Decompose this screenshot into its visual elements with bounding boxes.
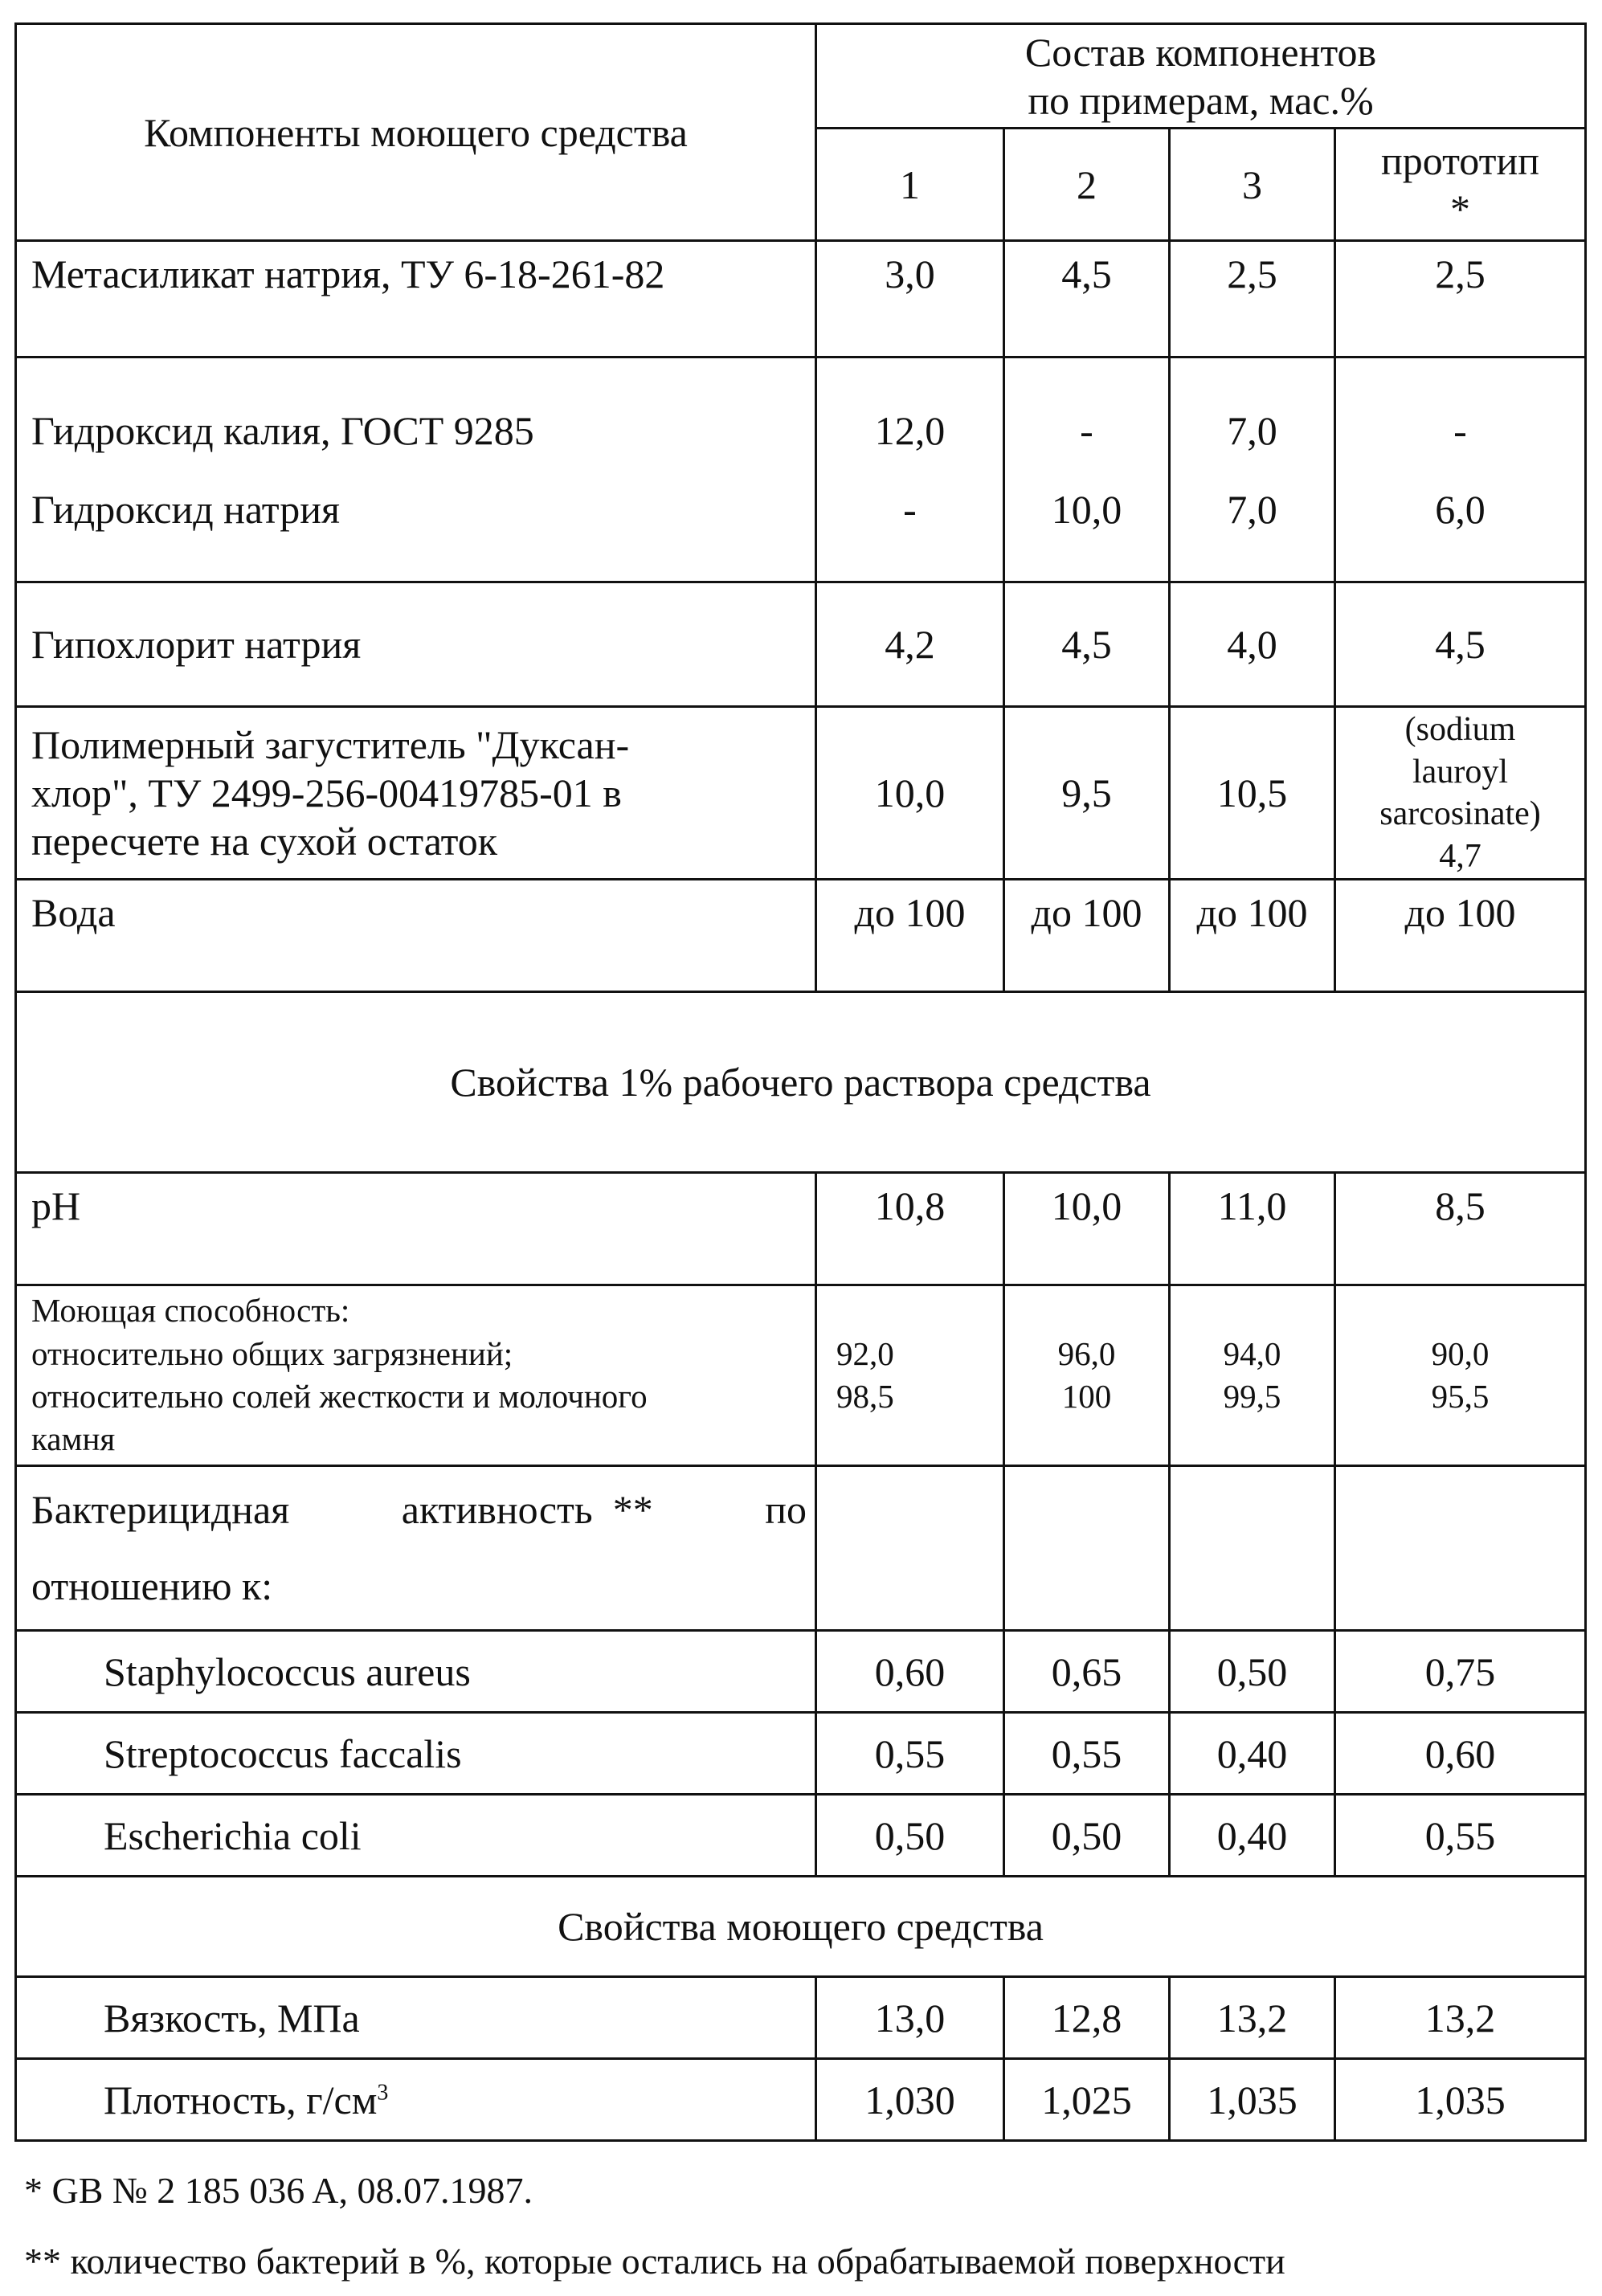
col-header-prototype: [1335, 129, 1586, 241]
footnote-prototype: * GB № 2 185 036 A, 08.07.1987.: [24, 2170, 533, 2211]
cell-value: 0,50: [816, 1795, 1004, 1877]
cell-value: 0,65: [1004, 1631, 1170, 1713]
cell-value: [816, 1285, 1004, 1466]
cell-value: 3,0: [816, 241, 1004, 357]
cell-value: [1335, 1285, 1586, 1466]
value-naoh: 6,0: [1435, 486, 1486, 532]
cell-value: 13,2: [1170, 1977, 1335, 2059]
row-label: Escherichia coli: [16, 1795, 816, 1877]
row-label: Гипохлорит натрия: [16, 582, 816, 707]
value-general: 94,0: [1223, 1334, 1281, 1372]
cell-value: [1170, 1285, 1335, 1466]
detergency-line: камня: [31, 1420, 116, 1458]
table-row: [16, 241, 1586, 357]
composition-table: [14, 22, 1587, 2142]
bactericidal-word: по: [765, 1487, 807, 1532]
section-solution-properties: Свойства 1% рабочего раствора средства: [16, 992, 1586, 1173]
composition-header-line2: по примерам, мас.%: [1028, 77, 1374, 123]
row-label: [16, 707, 816, 880]
row-label: [16, 2059, 816, 2141]
cell-value: 2,5: [1170, 241, 1335, 357]
table-row: [16, 1795, 1586, 1877]
cell-value: 13,2: [1335, 1977, 1586, 2059]
value-koh: 12,0: [874, 407, 946, 453]
cell-value: 13,0: [816, 1977, 1004, 2059]
cell-value: до 100: [1335, 880, 1586, 992]
table-row: [16, 707, 1586, 880]
row-label-line: Полимерный загуститель "Дуксан-: [31, 722, 630, 767]
row-label: Вода: [16, 880, 816, 992]
row-label-line: хлор", ТУ 2499-256-00419785-01 в: [31, 770, 622, 815]
prototype-asterisk: *: [1450, 186, 1470, 231]
row-label-koh: Гидроксид калия, ГОСТ 9285: [31, 407, 534, 453]
row-label-naoh: Гидроксид натрия: [31, 486, 341, 532]
col-header-3: 3: [1170, 129, 1335, 241]
prototype-line: sarcosinate): [1379, 795, 1541, 832]
value-general: 90,0: [1431, 1334, 1490, 1372]
table-row: [16, 2059, 1586, 2141]
cell-value: 4,5: [1335, 582, 1586, 707]
cell-value: [1335, 357, 1586, 582]
cell-value: 1,035: [1335, 2059, 1586, 2141]
cell-value: 2,5: [1335, 241, 1586, 357]
table-row: [16, 880, 1586, 992]
cell-value: 0,50: [1170, 1631, 1335, 1713]
value-hardness: 95,5: [1431, 1378, 1490, 1415]
cell-value: 8,5: [1335, 1173, 1586, 1285]
cell-value: 0,75: [1335, 1631, 1586, 1713]
detergency-line: Моющая способность:: [31, 1292, 350, 1330]
cell-empty: [1004, 1466, 1170, 1631]
components-header: Компоненты моющего средства: [16, 24, 816, 241]
table-row: [16, 1977, 1586, 2059]
cell-value: 1,035: [1170, 2059, 1335, 2141]
footnote-bacteria: ** количество бактерий в %, которые остались на обрабатываемой поверхности: [24, 2241, 1285, 2282]
cell-value: 11,0: [1170, 1173, 1335, 1285]
value-naoh: 10,0: [1051, 486, 1122, 532]
cell-value: 10,5: [1170, 707, 1335, 880]
cell-value: 0,60: [1335, 1713, 1586, 1795]
cell-value: до 100: [1004, 880, 1170, 992]
cell-value: 0,55: [1335, 1795, 1586, 1877]
cell-value-prototype: [1335, 707, 1586, 880]
cell-value: [1170, 357, 1335, 582]
value-general: 96,0: [1057, 1334, 1116, 1372]
cell-value: 0,60: [816, 1631, 1004, 1713]
cell-empty: [816, 1466, 1004, 1631]
cell-value: 10,0: [816, 707, 1004, 880]
table-row: [16, 1631, 1586, 1713]
row-label: pH: [16, 1173, 816, 1285]
bactericidal-line2: отношению к:: [31, 1563, 273, 1608]
cell-value: 0,50: [1004, 1795, 1170, 1877]
cell-value: 10,0: [1004, 1173, 1170, 1285]
value-hardness: 99,5: [1223, 1378, 1281, 1415]
value-koh: -: [1453, 407, 1467, 453]
value-naoh: 7,0: [1227, 486, 1277, 532]
table-row: [16, 582, 1586, 707]
row-label: Вязкость, МПа: [16, 1977, 816, 2059]
bactericidal-word: [402, 1472, 653, 1548]
value-koh: 7,0: [1227, 407, 1277, 453]
row-label: Staphylococcus aureus: [16, 1631, 816, 1713]
row-label: Метасиликат натрия, ТУ 6-18-261-82: [16, 241, 816, 357]
cell-value: [1004, 357, 1170, 582]
density-superscript: 3: [377, 2079, 389, 2105]
table-row: [16, 1285, 1586, 1466]
prototype-line: lauroyl: [1412, 753, 1508, 791]
cell-value: до 100: [816, 880, 1004, 992]
cell-value: 0,40: [1170, 1713, 1335, 1795]
row-label: [16, 1285, 816, 1466]
value-general: 92,0: [836, 1334, 894, 1372]
cell-value: до 100: [1170, 880, 1335, 992]
col-header-2: 2: [1004, 129, 1170, 241]
detergency-line: относительно общих загрязнений;: [31, 1334, 513, 1372]
bactericidal-line1: [31, 1472, 807, 1548]
cell-value: 4,2: [816, 582, 1004, 707]
composition-header: [816, 24, 1586, 129]
cell-value: 12,8: [1004, 1977, 1170, 2059]
prototype-label: прототип: [1381, 137, 1539, 183]
section-agent-properties: Свойства моющего средства: [16, 1877, 1586, 1977]
table-row: [16, 1466, 1586, 1631]
bactericidal-word: Бактерицидная: [31, 1487, 290, 1532]
cell-value: 1,025: [1004, 2059, 1170, 2141]
cell-value: 4,0: [1170, 582, 1335, 707]
row-label: Streptococcus faccalis: [16, 1713, 816, 1795]
value-koh: -: [1080, 407, 1093, 453]
value-naoh: -: [903, 486, 917, 532]
row-label-line: пересчете на сухой остаток: [31, 819, 498, 864]
col-header-1: 1: [816, 129, 1004, 241]
composition-header-line1: Состав компонентов: [1024, 29, 1377, 75]
prototype-line: 4,7: [1439, 837, 1481, 875]
bactericidal-footnote-mark: **: [612, 1487, 653, 1532]
bactericidal-word-activity: активность: [401, 1487, 593, 1532]
cell-value: 0,55: [816, 1713, 1004, 1795]
cell-empty: [1170, 1466, 1335, 1631]
prototype-line: (sodium: [1404, 711, 1516, 748]
density-label: Плотность, г/см: [104, 2077, 378, 2122]
row-label: [16, 357, 816, 582]
value-hardness: 100: [1061, 1378, 1112, 1415]
cell-value: 0,55: [1004, 1713, 1170, 1795]
table-row: [16, 1713, 1586, 1795]
cell-value: 4,5: [1004, 241, 1170, 357]
cell-value: 4,5: [1004, 582, 1170, 707]
detergency-line: относительно солей жесткости и молочного: [31, 1378, 648, 1415]
cell-value: [1004, 1285, 1170, 1466]
table-row: [16, 357, 1586, 582]
cell-value: [816, 357, 1004, 582]
cell-value: 10,8: [816, 1173, 1004, 1285]
cell-value: 9,5: [1004, 707, 1170, 880]
cell-empty: [1335, 1466, 1586, 1631]
cell-value: 0,40: [1170, 1795, 1335, 1877]
table-row: [16, 1173, 1586, 1285]
value-hardness: 98,5: [836, 1378, 894, 1415]
row-label: [16, 1466, 816, 1631]
cell-value: 1,030: [816, 2059, 1004, 2141]
